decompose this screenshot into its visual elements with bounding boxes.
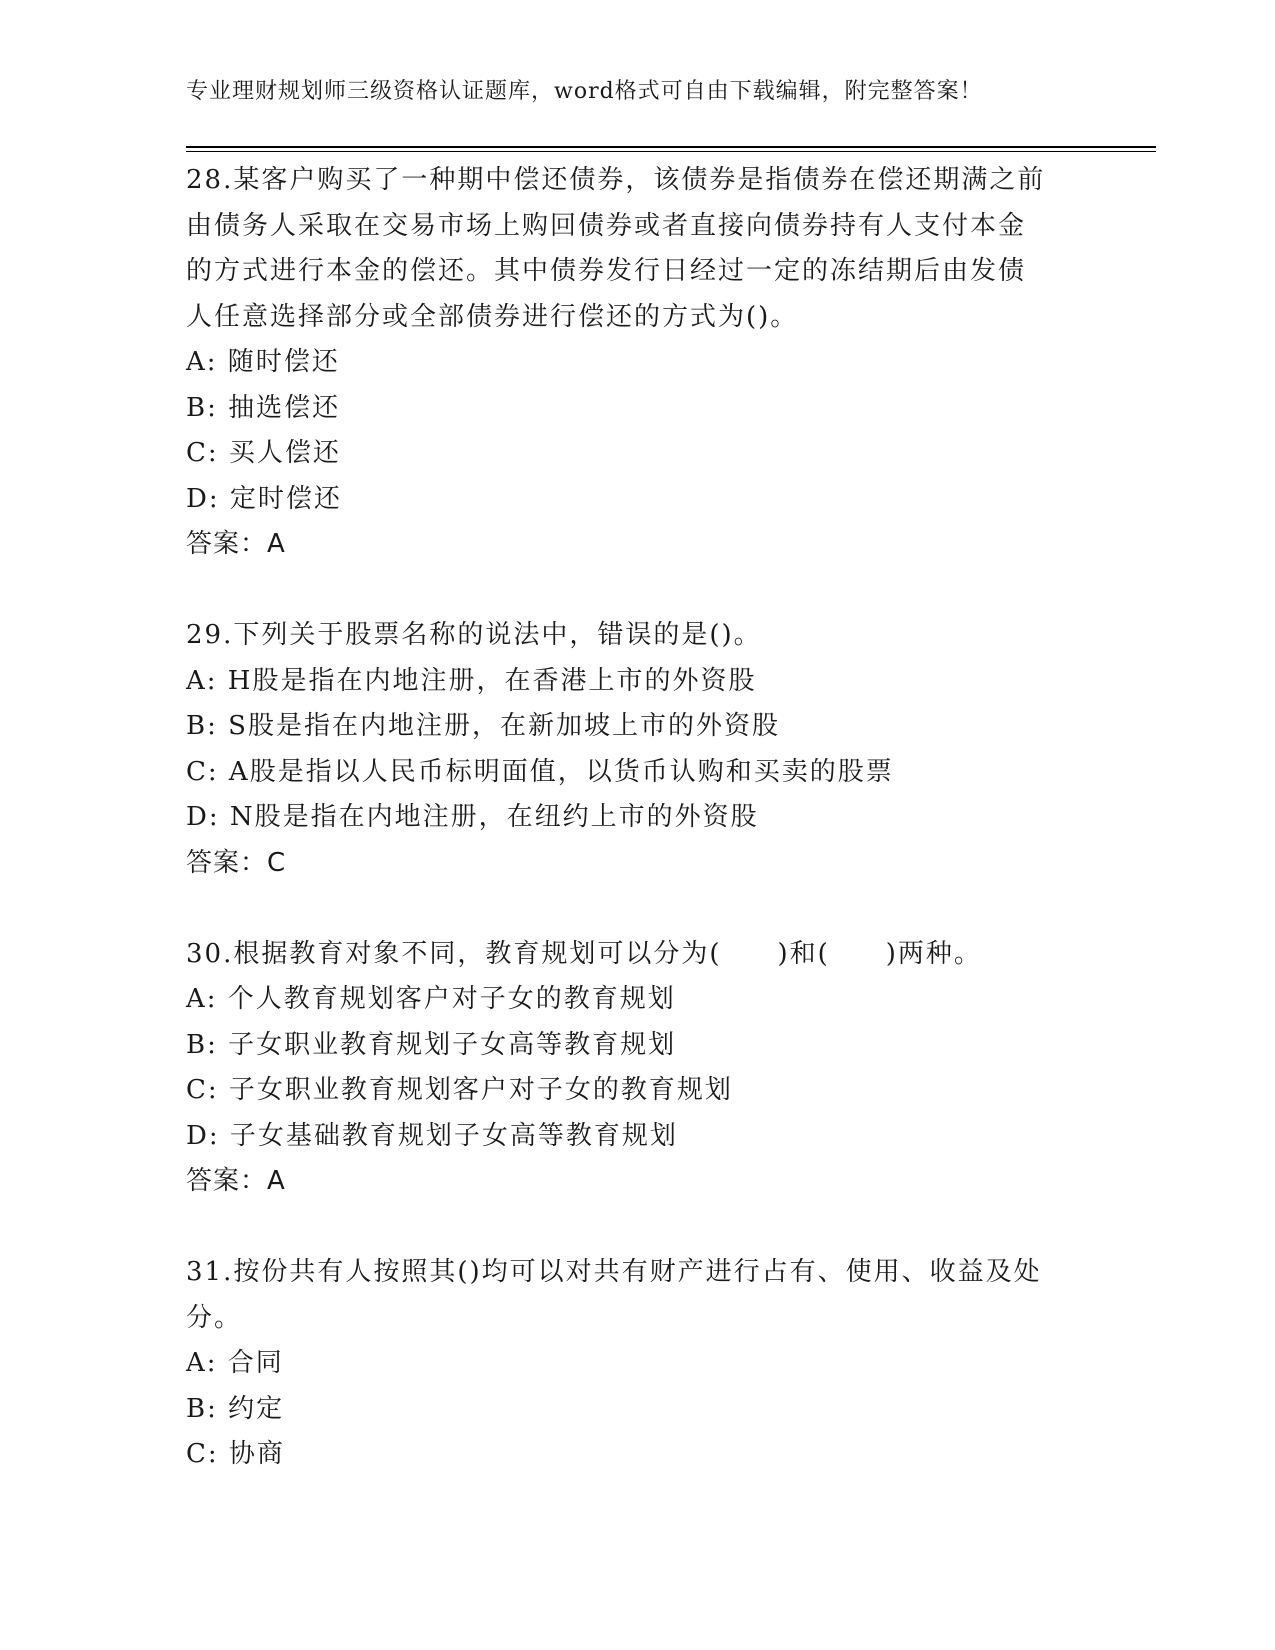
option-b: B: 子女职业教育规划子女高等教育规划	[186, 1029, 677, 1060]
question-stem-line: 31.按份共有人按照其()均可以对共有财产进行占有、使用、收益及处	[186, 1257, 1042, 1287]
answer: 答案：C	[186, 847, 287, 878]
question-29	[186, 613, 1086, 886]
option-a: A: H股是指在内地注册，在香港上市的外资股	[186, 665, 757, 696]
option-d: D: N股是指在内地注册，在纽约上市的外资股	[186, 802, 759, 832]
question-stem-line: 由债务人采取在交易市场上购回债券或者直接向债券持有人支付本金	[186, 210, 1027, 241]
question-stem-line: 28.某客户购买了一种期中偿还债券，该债券是指债券在偿还期满之前	[186, 165, 1046, 195]
option-a: A: 合同	[186, 1348, 284, 1378]
option-d: D: 子女基础教育规划子女高等教育规划	[186, 1120, 678, 1151]
header-rule	[186, 146, 1156, 148]
option-d: D: 定时偿还	[186, 483, 342, 514]
question-stem-line: 人任意选择部分或全部债券进行偿还的方式为()。	[186, 301, 799, 332]
option-a: A: 个人教育规划客户对子女的教育规划	[186, 984, 676, 1014]
header-rule-thin	[186, 151, 1156, 152]
question-stem-line: 30.根据教育对象不同，教育规划可以分为( )和( )两种。	[186, 938, 982, 969]
question-stem-line: 29.下列关于股票名称的说法中，错误的是()。	[186, 620, 762, 650]
option-c: C: 买人偿还	[186, 438, 341, 468]
option-b: B: 抽选偿还	[186, 392, 341, 423]
question-stem-line: 的方式进行本金的偿还。其中债券发行日经过一定的冻结期后由发债	[186, 256, 1027, 286]
question-30	[186, 932, 1086, 1205]
option-b: B: 约定	[186, 1393, 285, 1424]
question-28	[186, 158, 1086, 568]
answer: 答案：A	[186, 1166, 286, 1196]
option-c: C: 子女职业教育规划客户对子女的教育规划	[186, 1075, 733, 1105]
option-a: A: 随时偿还	[186, 347, 340, 377]
question-31	[186, 1250, 1086, 1478]
option-c: C: 协商	[186, 1439, 285, 1469]
answer: 答案：A	[186, 529, 286, 559]
option-c: C: A股是指以人民币标明面值，以货币认购和买卖的股票	[186, 756, 894, 787]
option-b: B: S股是指在内地注册，在新加坡上市的外资股	[186, 711, 780, 741]
page-header: 专业理财规划师三级资格认证题库，word格式可自由下载编辑，附完整答案！	[186, 79, 983, 104]
question-stem-line: 分。	[186, 1302, 243, 1333]
question-list	[186, 158, 1086, 1478]
